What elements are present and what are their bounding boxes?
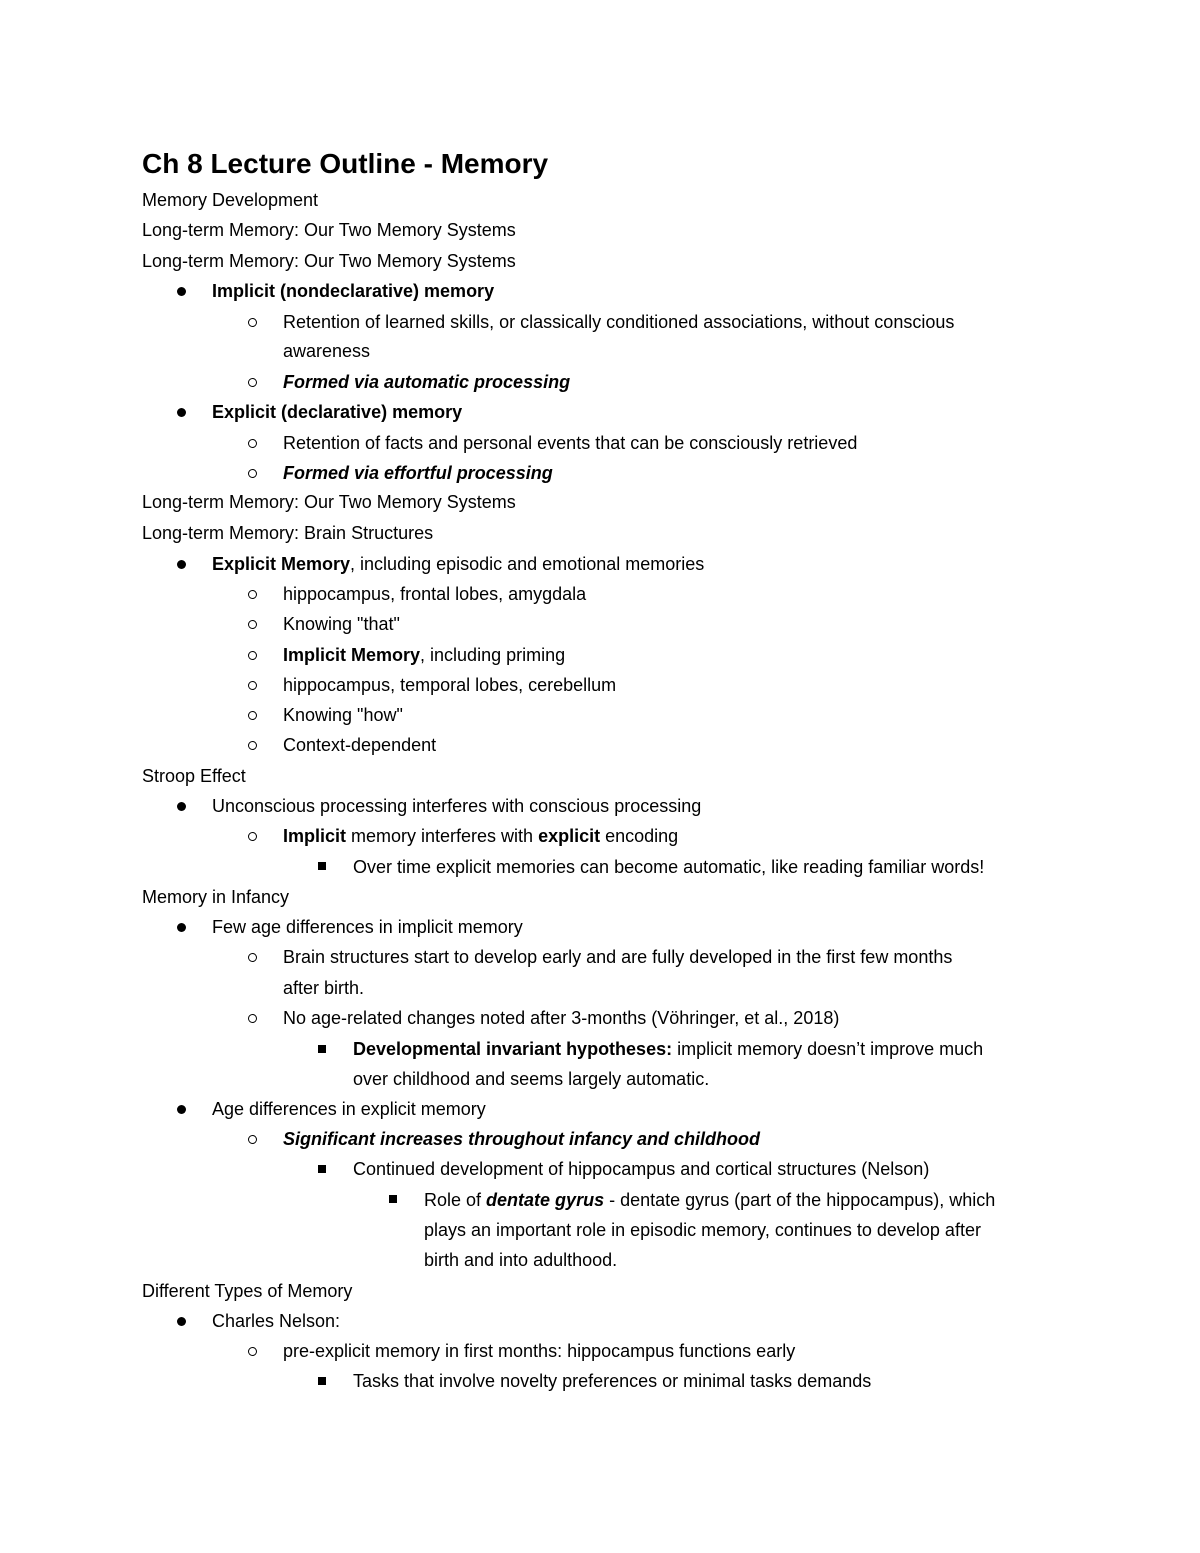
- heading-line: Stroop Effect: [142, 766, 246, 786]
- sub-bullet-continuation: awareness: [283, 341, 371, 361]
- sub-sub-bullet-item: Over time explicit memories can become automatic, like reading familiar words!: [353, 857, 985, 877]
- circle-bullet-icon: [248, 741, 257, 750]
- bullet-icon: [177, 923, 186, 932]
- circle-bullet-icon: [248, 651, 257, 660]
- circle-bullet-icon: [248, 832, 257, 841]
- sub-sub-bullet-item: Tasks that involve novelty preferences or minimal tasks demands: [353, 1371, 872, 1391]
- sub-bullet-continuation: after birth.: [283, 978, 365, 998]
- square-bullet-icon: [318, 862, 326, 870]
- sub-sub-bullet-item: Continued development of hippocampus and cortical structures (Nelson): [353, 1159, 930, 1179]
- bullet-icon: [177, 408, 186, 417]
- bullet-icon: [177, 1317, 186, 1326]
- sub-bullet-item: Brain structures start to develop early and are fully developed in the first few months: [283, 947, 953, 967]
- level4-bullet-continuation: plays an important role in episodic memory, continues to develop after: [424, 1220, 981, 1240]
- sub-bullet-item: Significant increases throughout infancy and childhood: [283, 1129, 761, 1149]
- circle-bullet-icon: [248, 469, 257, 478]
- sub-bullet-item: Context-dependent: [283, 735, 437, 755]
- sub-bullet-item: pre-explicit memory in first months: hippocampus functions early: [283, 1341, 796, 1361]
- sub-bullet-item: Formed via effortful processing: [283, 463, 553, 483]
- sub-bullet-item: Knowing "how": [283, 705, 403, 725]
- sub-bullet-item: Formed via automatic processing: [283, 372, 571, 392]
- sub-bullet-item: hippocampus, temporal lobes, cerebellum: [283, 675, 617, 695]
- sub-sub-bullet-item: Developmental invariant hypotheses: implicit memory doesn’t improve much: [353, 1039, 984, 1059]
- sub-bullet-item: No age-related changes noted after 3-months (Vöhringer, et al., 2018): [283, 1008, 840, 1028]
- heading-line: Long-term Memory: Our Two Memory Systems: [142, 492, 516, 512]
- heading-line: Long-term Memory: Our Two Memory Systems: [142, 220, 516, 240]
- circle-bullet-icon: [248, 1347, 257, 1356]
- sub-sub-bullet-continuation: over childhood and seems largely automatic.: [353, 1069, 710, 1089]
- circle-bullet-icon: [248, 318, 257, 327]
- circle-bullet-icon: [248, 378, 257, 387]
- heading-line: Memory in Infancy: [142, 887, 290, 907]
- level4-bullet-continuation: birth and into adulthood.: [424, 1250, 618, 1270]
- circle-bullet-icon: [248, 439, 257, 448]
- circle-bullet-icon: [248, 590, 257, 599]
- bullet-icon: [177, 560, 186, 569]
- circle-bullet-icon: [248, 711, 257, 720]
- sub-bullet-item: Knowing "that": [283, 614, 400, 634]
- heading-line: Different Types of Memory: [142, 1281, 353, 1301]
- bullet-item: Age differences in explicit memory: [212, 1099, 486, 1119]
- square-bullet-icon: [318, 1165, 326, 1173]
- document-title: Ch 8 Lecture Outline - Memory: [142, 148, 549, 179]
- bullet-item: Unconscious processing interferes with conscious processing: [212, 796, 702, 816]
- bullet-icon: [177, 802, 186, 811]
- heading-line: Memory Development: [142, 190, 319, 210]
- bullet-item: Explicit (declarative) memory: [212, 402, 463, 422]
- bullet-item: Implicit (nondeclarative) memory: [212, 281, 495, 301]
- sub-bullet-item: Retention of facts and personal events that can be consciously retrieved: [283, 433, 858, 453]
- heading-line: Long-term Memory: Brain Structures: [142, 523, 434, 543]
- level4-bullet-item: Role of dentate gyrus - dentate gyrus (part of the hippocampus), which: [424, 1190, 996, 1210]
- heading-line: Long-term Memory: Our Two Memory Systems: [142, 251, 516, 271]
- circle-bullet-icon: [248, 620, 257, 629]
- sub-bullet-item: Implicit memory interferes with explicit encoding: [283, 826, 679, 846]
- square-bullet-icon: [318, 1377, 326, 1385]
- sub-bullet-item: Implicit Memory, including priming: [283, 645, 566, 665]
- sub-bullet-item: hippocampus, frontal lobes, amygdala: [283, 584, 587, 604]
- circle-bullet-icon: [248, 681, 257, 690]
- circle-bullet-icon: [248, 1135, 257, 1144]
- circle-bullet-icon: [248, 1014, 257, 1023]
- square-bullet-icon: [318, 1045, 326, 1053]
- bullet-item: Explicit Memory, including episodic and emotional memories: [212, 554, 705, 574]
- square-bullet-icon: [389, 1195, 397, 1203]
- bullet-icon: [177, 287, 186, 296]
- circle-bullet-icon: [248, 953, 257, 962]
- bullet-item: Few age differences in implicit memory: [212, 917, 523, 937]
- sub-bullet-item: Retention of learned skills, or classically conditioned associations, without conscious: [283, 312, 955, 332]
- bullet-item: Charles Nelson:: [212, 1311, 341, 1331]
- bullet-icon: [177, 1105, 186, 1114]
